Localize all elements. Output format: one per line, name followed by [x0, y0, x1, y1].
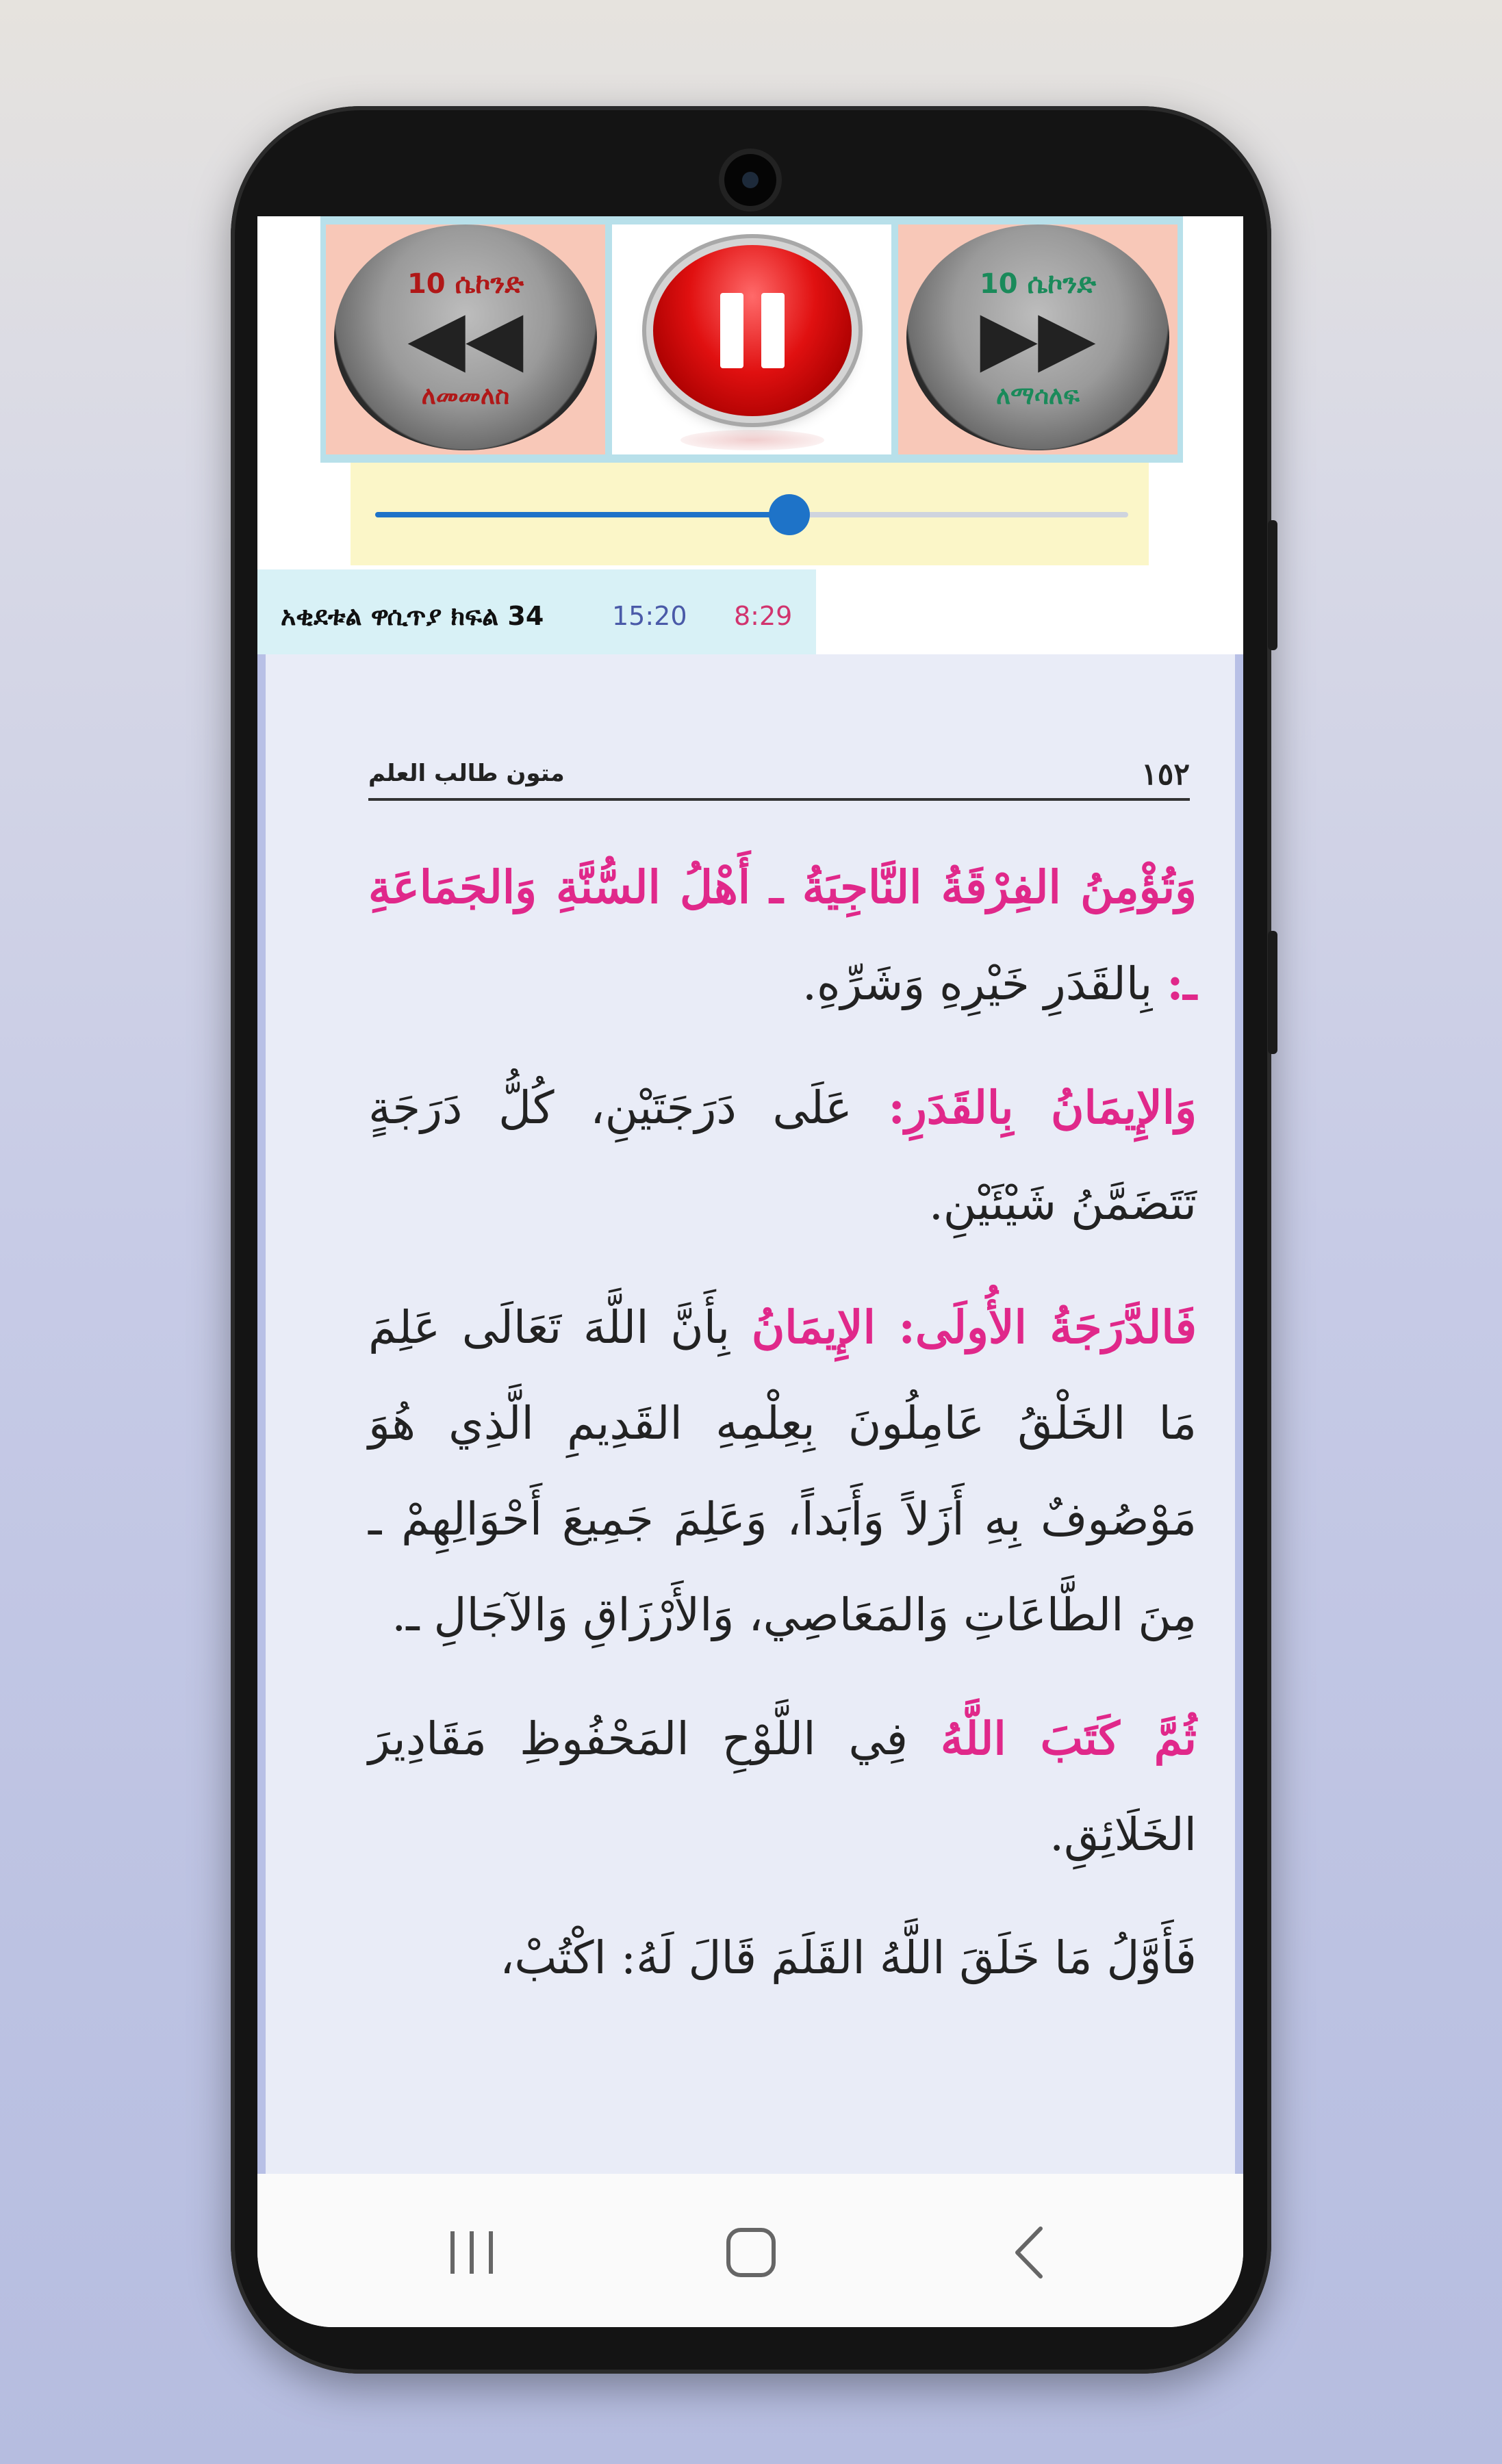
button-reflection	[680, 430, 824, 450]
book-title: متون طالب العلم	[368, 760, 565, 787]
page-text	[368, 839, 1197, 2033]
seek-bar-progress	[375, 512, 789, 517]
rewind-icon: ◀◀	[407, 294, 524, 381]
seek-bar[interactable]	[375, 512, 1128, 517]
forward-10-button[interactable]	[906, 224, 1169, 450]
text-paragraph	[368, 1910, 1197, 2006]
track-title: አቂደቱል ዋሲጥያ ክፍል 34	[281, 601, 544, 631]
forward-label-top: 10 ሴኮንድ	[979, 268, 1097, 300]
body-text: فَأَوَّلُ مَا خَلَقَ اللَّهُ القَلَمَ قَالَ لَهُ: اكْتُبْ،	[500, 1932, 1197, 1984]
text-paragraph	[368, 1691, 1197, 1883]
current-time: 8:29	[734, 601, 793, 631]
body-text: بِأَنَّ اللَّهَ تَعَالَى عَلِمَ مَا الخَلْقُ عَامِلُونَ بِعِلْمِهِ القَدِيمِ الَّذِي هُوَ مَوْصُوفٌ بِهِ أَزَلاً وَأَبَداً، وَعَلِمَ جَمِيعَ أَحْوَالِهِمْ ـ مِنَ الطَّاعَاتِ وَالمَعَاصِي، وَالأَرْزَاقِ وَالآجَالِ ـ.	[368, 1301, 1197, 1641]
back-icon[interactable]	[998, 2222, 1060, 2283]
rewind-label-top: 10 ሴኮንድ	[407, 268, 524, 300]
media-controls	[320, 216, 1183, 463]
system-nav-bar	[257, 2174, 1243, 2327]
forward-icon: ▶▶	[980, 294, 1096, 381]
rewind-10-button[interactable]	[334, 224, 597, 450]
pause-icon-bar	[761, 293, 785, 368]
text-paragraph	[368, 1279, 1197, 1663]
pause-button[interactable]	[653, 245, 852, 416]
text-paragraph	[368, 1060, 1197, 1252]
recent-apps-icon[interactable]	[441, 2222, 502, 2283]
forward-label-bottom: ለማሳለፍ	[996, 382, 1080, 410]
total-time: 15:20	[612, 601, 687, 631]
volume-button	[1268, 931, 1277, 1054]
front-camera	[724, 154, 776, 206]
text-paragraph	[368, 839, 1197, 1032]
app-screen	[257, 216, 1243, 2327]
seek-bar-thumb[interactable]	[769, 494, 810, 535]
highlighted-phrase: وَتُؤْمِنُ الفِرْقَةُ النَّاجِيَةُ ـ أَهْلُ السُّنَّةِ وَالجَمَاعَةِ ـ:	[368, 860, 1197, 1010]
seek-bar-container	[351, 463, 1149, 565]
rewind-panel	[326, 224, 605, 454]
book-page	[257, 654, 1243, 2174]
pause-panel	[612, 224, 891, 454]
rewind-label-bottom: ለመመለስ	[421, 382, 510, 410]
highlighted-phrase: وَالإِيمَانُ بِالقَدَرِ:	[888, 1081, 1197, 1134]
home-icon[interactable]	[720, 2222, 782, 2283]
body-text: عَلَى دَرَجَتَيْنِ، كُلُّ دَرَجَةٍ تَتَضَمَّنُ شَيْئَيْنِ.	[368, 1081, 1197, 1230]
body-text: بِالقَدَرِ خَيْرِهِ وَشَرِّهِ.	[802, 958, 1167, 1010]
forward-panel	[898, 224, 1178, 454]
pause-icon	[720, 293, 743, 368]
highlighted-phrase: ثُمَّ كَتَبَ اللَّهُ	[941, 1712, 1197, 1765]
body-text: فِي اللَّوْحِ المَحْفُوظِ مَقَادِيرَ الخَلَائِقِ.	[368, 1712, 1197, 1861]
power-button	[1268, 520, 1277, 650]
page-number: ١٥٢	[1141, 757, 1190, 792]
track-info-row	[257, 569, 816, 665]
highlighted-phrase: فَالدَّرَجَةُ الأُولَى: الإِيمَانُ	[751, 1300, 1197, 1354]
page-header	[368, 757, 1190, 801]
